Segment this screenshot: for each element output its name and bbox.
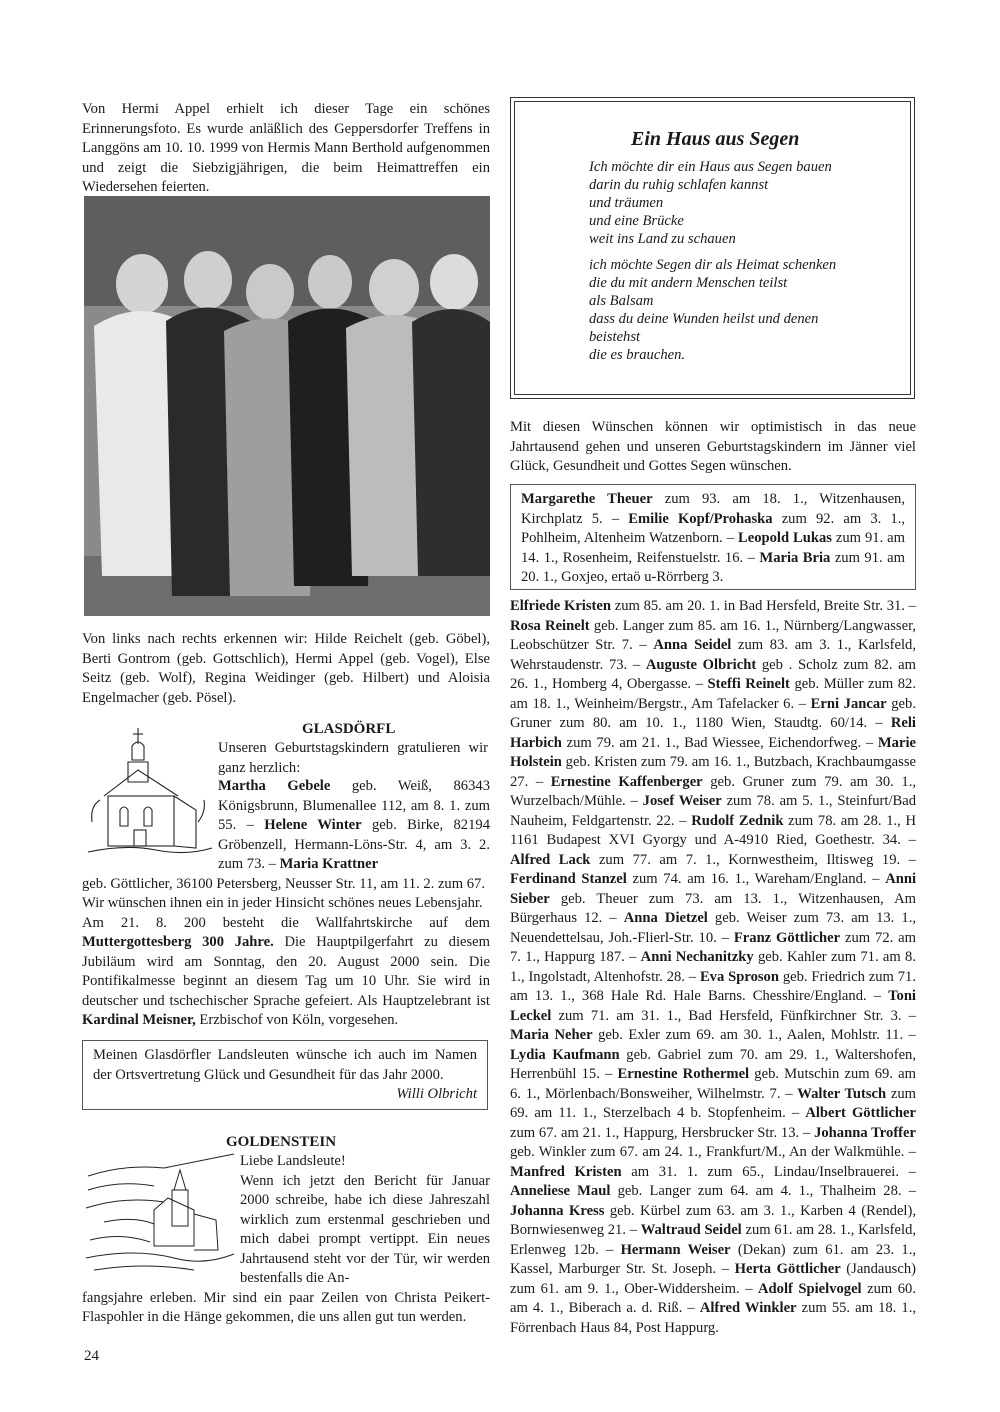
birthday-text: am 31. 1. zum 65., Lindau/Inselbrauerei. – <box>621 1163 916 1180</box>
birthday-text: zum 77. am 7. 1., Kornwestheim, Iltisweg 19. – <box>590 851 916 868</box>
birthday-name: Toni Leckel <box>510 988 916 1024</box>
birthday-name: Franz Göttlicher <box>733 929 841 946</box>
birthday-text: geb. Winkler zum 67. am 24. 1., Frankfurt/M., An der Walkmühle. – <box>510 1144 916 1160</box>
birthday-name: Johanna Troffer <box>814 1124 916 1141</box>
message-text: Meinen Glasdörfler Landsleuten wünsche ich auch im Namen der Ortsvertretung Glück und Gesundheit für das Jahr 2000. <box>93 1047 477 1083</box>
birthday-text: zum 74. am 16. 1., Wareham/England. – <box>626 871 886 887</box>
birthday-name: Auguste Olbricht <box>645 656 757 673</box>
birthday-name: Lydia Kaufmann <box>510 1046 620 1063</box>
poem-line: und eine Brücke <box>589 213 684 229</box>
birthday-name: Leopold Lukas <box>737 530 832 546</box>
birthday-name: Walter Tutsch <box>797 1085 887 1102</box>
poem-line: dass du deine Wunden heilst und denen <box>589 311 819 327</box>
poem-line: als Balsam <box>589 293 654 309</box>
goldenstein-text: fangsjahre erleben. Mir sind ein paar Zeilen von Christa Peikert-Flaspohler in die Hänge gekommen, die uns allen gut tun werden. <box>82 1289 490 1325</box>
birthday-text: geb. Kahler zum 71. am 8. 1., Ingolstadt, Altenhofstr. 28. – <box>510 949 916 985</box>
birthday-text: geb. Exler zum 69. am 30. 1., Aalen, Mohlstr. 11. – <box>592 1027 916 1043</box>
birthday-name: Elfriede Kristen <box>510 598 611 614</box>
birthday-text: geb. Gabriel zum 70. am 29. 1., Waltershofen, Herrenbühl 15. – <box>510 1046 916 1082</box>
birthday-text: zum 91. am 20. 1., Goxjeo, ertaö u-Rörrberg 3. <box>521 549 905 585</box>
goldenstein-title: GOLDENSTEIN <box>226 1134 337 1150</box>
birthday-name: Josef Weiser <box>642 793 722 809</box>
birthday-name: Waltraud Seidel <box>640 1222 742 1238</box>
birthday-name: Alfred Winkler <box>699 1300 797 1316</box>
birthday-name: Maria Neher <box>510 1027 593 1043</box>
birthday-text: geb. Friedrich zum 71. am 13. 1., 368 Hale Rd. Hale Barns. Chesshire/England. – <box>510 968 916 1004</box>
birthday-text: geb. Gruner zum 80. am 10. 1., 1180 Wien, Staudtg. 60/14. – <box>510 695 916 731</box>
intro-paragraph: Von Hermi Appel erhielt ich dieser Tage ein schönes Erinnerungsfoto. Es wurde anläßlich des Geppersdorfer Treffens in Langgöns am 10. 10. 1999 von Hermis Mann Berthold aufgenommen und zeigt die Siebzigjährigen, die beim Heimattreffen ein Wiedersehen feierten. <box>82 101 490 195</box>
birthday-text: zum 61. am 28. 1., Karlsfeld, Erlenweg 12b. – <box>510 1222 917 1258</box>
birthday-name: Ernestine Kaffenberger <box>550 773 703 790</box>
birthday-name: Rosa Reinelt <box>510 617 590 634</box>
birthday-text: zum 85. am 20. 1. in Bad Hersfeld, Breite Str. 31. – <box>611 598 916 614</box>
birthday-name: Anneliese Maul <box>510 1183 611 1199</box>
pilgrimage-emphasis: Muttergottesberg 300 Jahre. <box>82 934 274 950</box>
birthday-text: geb. Weiß, 86343 Königsbrunn, Blumenallee 112, am 8. 1. zum 55. – <box>218 778 490 833</box>
poem-title: Ein Haus aus Segen <box>631 128 800 150</box>
poem-line: und träumen <box>589 195 664 211</box>
pilgrimage-text: Am 21. 8. 200 besteht die Wallfahrtskirche auf dem <box>82 914 490 931</box>
glasdoerfl-pilgrimage <box>82 914 490 1031</box>
birthday-text: geb. Kristen zum 79. am 16. 1., Butzbach, Krachbaumgasse 27. – <box>510 754 916 790</box>
birthday-text: zum 71. am 31. 1., Bad Hersfeld, Fünfkirchner Str. 3. – <box>551 1007 916 1024</box>
birthday-text: geb. Gruner zum 79. am 30. 1., Wurzelbach/Mühle. – <box>510 773 916 809</box>
birthday-text: zum 60. am 4. 1., Biberach a. d. Riß. – <box>510 1280 917 1316</box>
birthday-name: Anna Seidel <box>653 637 732 653</box>
glasdoerfl-body <box>82 777 490 1031</box>
birthday-name: Hermann Weiser <box>620 1241 731 1258</box>
birthday-name: Reli Harbich <box>510 715 916 751</box>
birthday-name: Anna Dietzel <box>623 910 708 926</box>
birthday-name: Eva Sproson <box>699 968 779 985</box>
birthday-text: zum 72. am 7. 1., Happurg 187. – <box>510 929 916 965</box>
message-signature: Willi Olbricht <box>396 1086 477 1102</box>
birthday-name: Maria Krattner <box>279 856 379 872</box>
birthday-name: Helene Winter <box>264 817 362 833</box>
group-photo <box>84 196 490 616</box>
page-number: 24 <box>84 1348 99 1364</box>
glasdoerfl-intro: Unseren Geburtstagskindern gratulieren wir ganz herzlich: <box>218 740 488 776</box>
birthday-name: Anni Nechanitzky <box>640 949 754 965</box>
birthday-text: zum 67. am 21. 1., Happurg, Hersbrucker Str. 13. – <box>510 1124 815 1141</box>
birthday-name: Emilie Kopf/Prohaska <box>628 510 773 527</box>
birthday-name: Herta Göttlicher <box>734 1261 841 1277</box>
birthday-name: Ernestine Rothermel <box>617 1066 750 1082</box>
birthday-box <box>510 484 916 590</box>
birthday-text: zum 83. am 3. 1., Karlsfeld, Wehrstaudenstr. 73. – <box>510 637 916 673</box>
birthday-text: zum 92. am 3. 1., Pohlheim, Altenheim Watzenborn. – <box>521 510 906 546</box>
poem-line: Ich möchte dir ein Haus aus Segen bauen <box>589 159 832 175</box>
poem-line: darin du ruhig schlafen kannst <box>589 177 769 193</box>
photo-caption: Von links nach rechts erkennen wir: Hilde Reichelt (geb. Göbel), Berti Gontrom (geb. Gottschlich), Hermi Appel (geb. Vogel), Else Seitz (geb. Wolf), Regina Weidinger (geb. Hilbert) und Aloisia Engelmacher (geb. Pösel). <box>82 631 490 706</box>
birthday-name: Anni Sieber <box>510 871 917 907</box>
birthday-name: Manfred Kristen <box>510 1163 622 1180</box>
birthday-name: Marie Holstein <box>510 734 916 770</box>
birthday-text: zum 55. am 18. 1., Förrenbach Haus 84, Post Happurg. <box>510 1300 916 1336</box>
pilgrimage-text: Die Hauptpilgerfahrt zu diesem Jubiläum wird am Sonntag, den 20. August 2000 sein. Die Pontifikalmesse beginnt an diesem Tag um 10 Uhr. Sie wird in deutscher und tschechischer Sprache gefeiert. Als Hauptzelebrant ist <box>82 934 490 1009</box>
wishes-paragraph: Mit diesen Wünschen können wir optimistisch in das neue Jahrtausend gehen und unseren Geburtstagskindern im Jänner viel Glück, Gesundheit und Gottes Segen wünschen. <box>510 419 916 474</box>
birthday-text: geb. Mutschin zum 69. am 6. 1., Mörlenbach/Bonsweiher, Wilhelmstr. 7. – <box>510 1066 916 1102</box>
birthday-name: Ferdinand Stanzel <box>510 871 627 887</box>
goldenstein-text: Wenn ich jetzt den Bericht für Januar 2000 schreibe, habe ich diese Jahreszahl wirklich zum erstenmal geschrieben und mich dabei prompt vertippt. Ein neues Jahrtausend steht vor der Tür, wir werden bestenfalls die An- <box>240 1172 490 1286</box>
birthday-text: (Dekan) zum 61. am 23. 1., Kassel, Marburger Str. St. Joseph. – <box>510 1241 917 1277</box>
birthday-name: Erni Jancar <box>810 695 887 712</box>
poem-line: beistehst <box>589 329 641 345</box>
birthday-name: Maria Bria <box>759 549 831 566</box>
pilgrimage-emphasis: Kardinal Meisner, <box>82 1012 196 1028</box>
birthday-text: geb . Scholz zum 82. am 26. 1., Homberg 4, Obergasse. – <box>510 656 916 692</box>
birthday-text: zum 78. am 5. 1., Steinfurt/Bad Nauheim, Feldgartenstr. 22. – <box>510 793 917 829</box>
poem-line: die es brauchen. <box>589 347 686 363</box>
pilgrimage-text: Erzbischof von Köln, vorgesehen. <box>195 1012 399 1028</box>
birthday-name: Johanna Kress <box>510 1202 605 1219</box>
goldenstein-body <box>82 1152 490 1328</box>
glasdoerfl-title: GLASDÖRFL <box>302 721 396 737</box>
birthday-name: Alfred Lack <box>510 851 591 868</box>
birthday-text: geb. Birke, 82194 Gröbenzell, Hermann-Löns-Str. 4, am 3. 2. zum 73. – <box>218 817 490 872</box>
birthday-name: Margarethe Theuer <box>521 491 653 507</box>
poem-line: die du mit andern Menschen teilst <box>589 275 788 291</box>
birthday-name: Rudolf Zednik <box>691 812 784 829</box>
birthday-text: geb. Kürbel zum 63. am 3. 1., Karben 4 (Rendel), Bornwiesenweg 21. – <box>510 1202 916 1238</box>
birthday-list <box>510 597 916 1338</box>
birthday-name: Martha Gebele <box>218 778 331 794</box>
birthday-text: zum 93. am 18. 1., Witzenhausen, Kirchplatz 5. – <box>521 491 905 527</box>
poem-box <box>510 97 915 399</box>
birthday-text: zum 69. am 11. 1., Sterzelbach 4 b. Stopfenheim. – <box>510 1085 917 1121</box>
birthday-text: (Jandausch) zum 61. am 9. 1., Ober-Widdersheim. – <box>510 1261 916 1297</box>
poem-line: ich möchte Segen dir als Heimat schenken <box>589 257 837 273</box>
birthday-name: Steffi Reinelt <box>707 676 790 692</box>
birthday-text: geb. Weiser zum 73. am 13. 1., Neuendettelsau, Joh.-Flierl-Str. 10. – <box>510 910 916 946</box>
birthday-text: geb. Langer zum 64. am 4. 1., Thalheim 28. – <box>610 1183 916 1199</box>
birthday-name: Adolf Spielvogel <box>758 1280 862 1297</box>
birthday-text: geb. Göttlicher, 36100 Petersberg, Neusser Str. 11, am 11. 2. zum 67. <box>82 875 485 892</box>
birthday-name: Albert Göttlicher <box>805 1105 916 1121</box>
glasdoerfl-wish: Wir wünschen ihnen ein in jeder Hinsicht schönes neues Lebensjahr. <box>82 895 483 911</box>
birthday-text: geb. Theuer zum 73. am 13. 1., Witzenhausen, Am Bürgerhaus 12. – <box>510 890 916 926</box>
birthday-text: zum 78. am 28. 1., H 1161 Budapest XVI Gyorgy und A-4910 Ried, Goethestr. 34. – <box>510 812 917 848</box>
birthday-text: zum 79. am 21. 1., Bad Wiessee, Eichendorfweg. – <box>561 734 878 751</box>
birthday-text: geb. Langer zum 85. am 16. 1., Nürnberg/Langwasser, Leobschützer Str. 7. – <box>510 617 916 653</box>
glasdoerfl-message-box <box>82 1040 488 1110</box>
goldenstein-greeting: Liebe Landsleute! <box>240 1153 346 1169</box>
birthday-text: zum 91. am 14. 1., Rosenheim, Reifenstuelstr. 16. – <box>521 530 905 566</box>
poem-line: weit ins Land zu schauen <box>589 231 736 247</box>
birthday-text: geb. Müller zum 82. am 18. 1., Weinheim/Bergstr., Am Tafelacker 6. – <box>510 676 916 712</box>
